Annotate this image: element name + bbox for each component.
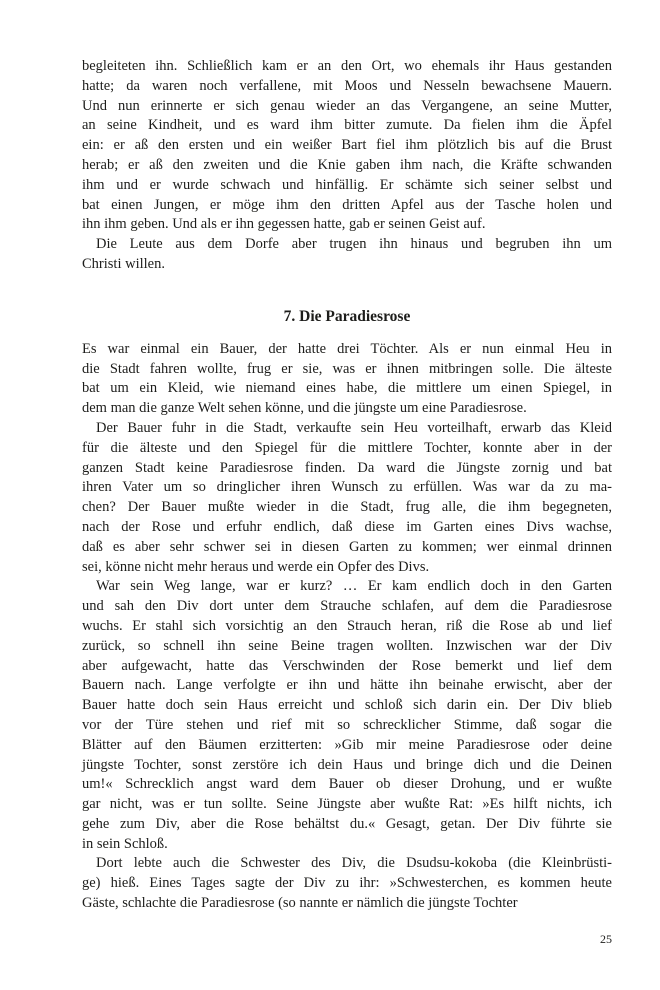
text-line: Bauern nach. Lange verfolgte er ihn und hätte ihn beinahe erwischt, aber der bbox=[82, 677, 612, 694]
text-line: und sah den Div dort unter dem Strauche schlafen, auf dem die Paradiesrose bbox=[82, 598, 612, 615]
text-line: um!« Schrecklich angst ward dem Bauer ob dieser Drohung, und er wußte bbox=[82, 776, 612, 793]
text-line: bat um ein Kleid, wie niemand eines habe, die mittlere um einen Spiegel, in bbox=[82, 380, 612, 397]
text-line: chen? Der Bauer mußte wieder in die Stadt, frug alle, die ihm begegneten, bbox=[82, 499, 612, 516]
text-line: für die älteste und den Spiegel für die mittlere Tochter, konnte aber in der bbox=[82, 439, 612, 456]
text-line: ganzen Stadt keine Paradiesrose finden. Da ward die Jüngste zornig und bat bbox=[82, 459, 612, 476]
text-line: daß es aber sehr schwer sei in diesen Garten zu kommen; wer einmal drinnen bbox=[82, 538, 612, 555]
text-line: ihn ihm geben. Und als er ihn gegessen hatte, gab er seinen Geist auf. bbox=[82, 216, 486, 233]
text-line: hatte; da waren noch verfallene, mit Moos und Nesseln bewachsene Mauern. bbox=[82, 77, 612, 94]
text-line: an seine Kindheit, und es ward ihm bitter zumute. Da fielen ihm die Äpfel bbox=[82, 117, 612, 134]
text-line: herab; er aß den zweiten und die Knie gaben ihm nach, die Kräfte schwanden bbox=[82, 156, 612, 173]
text-line: Es war einmal ein Bauer, der hatte drei Töchter. Als er nun einmal Heu in bbox=[82, 340, 612, 357]
text-line: aber aufgewacht, hatte das Verschwinden der Rose bemerkt und lief dem bbox=[82, 657, 612, 674]
text-line: War sein Weg lange, war er kurz? … Er kam endlich doch in den Garten bbox=[96, 578, 612, 595]
paragraph bbox=[82, 854, 612, 913]
text-line: bat einen Jungen, er möge ihm den dritten Apfel aus der Tasche holen und bbox=[82, 196, 612, 213]
paragraph bbox=[82, 235, 612, 275]
text-line: Bauer hatte doch sein Haus erreicht und schloß sich darin ein. Der Div blieb bbox=[82, 697, 612, 714]
text-line: Gäste, schlachte die Paradiesrose (so nannte er nämlich die jüngste Tochter bbox=[82, 895, 518, 912]
page-number: 25 bbox=[600, 932, 612, 946]
text-line: sei, könne nicht mehr heraus und werde ein Opfer des Divs. bbox=[82, 558, 430, 575]
text-line: Und nun erinnerte er sich genau wieder an das Vergangene, an seine Mutter, bbox=[82, 97, 612, 114]
text-line: jüngste Tochter, sonst zerstöre ich dein Haus und bringe dich und die Deinen bbox=[82, 756, 612, 773]
text-line: Die Leute aus dem Dorfe aber trugen ihn hinaus und begruben ihn um bbox=[96, 236, 612, 253]
text-line: vor der Türe stehen und rief mit so schrecklicher Stimme, daß sogar die bbox=[82, 716, 612, 733]
text-line: nach der Rose und erfuhr endlich, daß diese im Garten eines Divs wachse, bbox=[82, 518, 612, 535]
text-line: gar nicht, was er tun sollte. Seine Jüngste aber wußte Rat: »Es hilft nichts, ich bbox=[82, 796, 612, 813]
text-content bbox=[82, 57, 612, 914]
text-line: gehe zum Div, aber die Rose behältst du.« Gesagt, getan. Der Div führte sie bbox=[82, 815, 612, 832]
paragraph bbox=[82, 577, 612, 854]
paragraph bbox=[82, 340, 612, 419]
text-line: ein: er aß den ersten und ein weißer Bart fiel ihm plötzlich bis auf die Brust bbox=[82, 137, 612, 154]
text-line: Blätter auf den Bäumen erzitterten: »Gib mir meine Paradiesrose oder deine bbox=[82, 736, 612, 753]
text-line: in sein Schloß. bbox=[82, 835, 168, 852]
text-line: begleiteten ihn. Schließlich kam er an den Ort, wo ehemals ihr Haus gestanden bbox=[82, 58, 612, 74]
paragraph bbox=[82, 57, 612, 235]
paragraph bbox=[82, 419, 612, 577]
text-line: die Stadt fahren wollte, frug er sie, was er ihnen mitbringen solle. Die älteste bbox=[82, 360, 612, 377]
text-line: ge) hieß. Eines Tages sagte der Div zu ihr: »Schwesterchen, es kommen heute bbox=[82, 875, 612, 892]
text-line: ihm und er wurde schwach und hinfällig. Er schämte sich seiner selbst und bbox=[82, 176, 612, 193]
text-line: ihren Vater um so dringlicher ihren Wunsch zu erfüllen. Was war da zu ma- bbox=[82, 479, 612, 496]
text-line: dem man die ganze Welt sehen könne, und die jüngste um eine Paradiesrose. bbox=[82, 400, 527, 417]
section-heading: 7. Die Paradiesrose bbox=[283, 307, 411, 325]
text-line: Dort lebte auch die Schwester des Div, die Dsudsu-kokoba (die Kleinbrüsti- bbox=[96, 855, 612, 872]
text-line: zurück, so schnell ihn seine Beine tragen wollten. Inzwischen war der Div bbox=[82, 637, 612, 654]
text-line: Christi willen. bbox=[82, 255, 165, 272]
text-line: Der Bauer fuhr in die Stadt, verkaufte sein Heu vorteilhaft, erwarb das Kleid bbox=[96, 419, 612, 436]
text-line: wuchs. Er stahl sich vorsichtig an den Strauch heran, riß die Rose ab und lief bbox=[82, 617, 612, 634]
